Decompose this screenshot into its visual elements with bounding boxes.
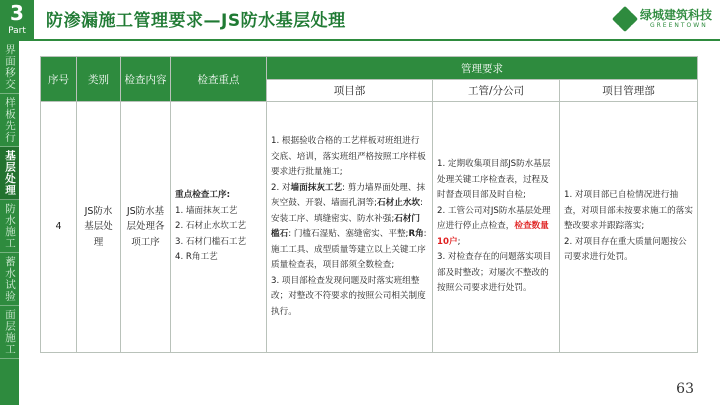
header-category: 类别	[77, 57, 121, 102]
text-fragment: 2. 对	[271, 182, 291, 193]
branch-item-1: 1. 定期收集项目部JS防水基层处理关键工序检查表，过程及时督查项目部及时自检;	[437, 159, 551, 201]
project-dept-item-1: 1. 根据验收合格的工艺样板对班组进行交底、培训，落实班组严格按照工序样板要求进行批量施工;	[271, 136, 426, 177]
branch-item-2	[437, 204, 555, 251]
key-process-wall-plaster: 墙面抹灰工艺	[290, 182, 343, 193]
header-management: 管理要求	[267, 57, 698, 80]
focus-item: 3. 石材门槛石工艺	[175, 236, 247, 247]
mgmt-item-2: 2. 对项目存在重大质量问题按公司要求进行处罚。	[564, 236, 687, 263]
management-requirements-table	[40, 56, 698, 353]
cell-content: JS防水基层处理各项工序	[121, 102, 171, 353]
text-fragment: 2. 工管公司对JS防水基层处理应进行停止点检查，	[437, 205, 551, 232]
sidebar-item-water-test[interactable]: 蓄水试验	[0, 253, 19, 306]
header-engineering-branch: 工管/分公司	[433, 80, 560, 102]
text-fragment: : 安装工序、填缝密实、防水补强;	[271, 198, 423, 224]
part-badge	[0, 0, 34, 41]
company-logo	[614, 8, 712, 30]
key-process-stone-water-stop: 石材止水坎	[377, 198, 421, 208]
table-row	[41, 102, 698, 353]
sidebar-item-surface-construction[interactable]: 面层施工	[0, 306, 19, 359]
sidebar-item-waterproof-construction[interactable]: 防水施工	[0, 200, 19, 253]
text-fragment: : 门槛石湿贴、塞缝密实、平整;	[288, 229, 409, 239]
header-project-mgmt: 项目管理部	[560, 80, 698, 102]
sidebar-item-sample-first[interactable]: 样板先行	[0, 94, 19, 147]
header-inspection-content: 检查内容	[121, 57, 171, 102]
cell-project-dept	[267, 102, 433, 353]
text-fragment: : 施工工具、成型质量等建立以上关键工序质量检查表，项目部须全数检查;	[271, 229, 427, 270]
text-fragment: : 剪力墙界面处理、抹灰空鼓、开裂、墙面孔洞等;	[271, 182, 426, 208]
mgmt-item-1: 1. 对项目部已自检情况进行抽查，对项目部未按要求施工的落实整改要求并跟踪落实;	[564, 190, 693, 232]
header-project-dept: 项目部	[267, 80, 433, 102]
title-bar	[46, 0, 346, 36]
inspection-quantity-highlight: 检查数量10户	[437, 221, 549, 247]
part-number: 3	[10, 1, 24, 25]
key-process-stone-threshold: 石材门槛石	[271, 213, 421, 239]
focus-heading: 重点检查工序:	[175, 190, 230, 201]
part-label: Part	[8, 26, 26, 36]
project-dept-item-3: 3. 项目部检查发现问题及时落实班组整改；对整改不符要求的按照公司相关制度执行。	[271, 275, 426, 317]
header-divider	[34, 39, 720, 41]
logo-name-cn: 绿城建筑科技	[639, 8, 712, 22]
cell-engineering-branch	[433, 102, 560, 353]
sidebar-item-base-treatment[interactable]: 基层处理	[0, 147, 19, 200]
section-sidebar	[0, 41, 19, 405]
key-process-r-corner: R角	[408, 229, 424, 239]
cell-project-mgmt	[560, 102, 698, 353]
page-number: 63	[676, 381, 694, 397]
sidebar-item-interface-handover[interactable]: 界面移交	[0, 41, 19, 94]
cell-focus	[171, 102, 267, 353]
project-dept-item-2	[271, 181, 428, 274]
focus-item: 4. R角工艺	[175, 252, 218, 263]
page-title: 防渗漏施工管理要求—JS防水基层处理	[46, 10, 346, 31]
cell-category: JS防水基层处理	[77, 102, 121, 353]
focus-item: 2. 石材止水坎工艺	[175, 221, 247, 232]
logo-diamond-icon	[614, 8, 636, 30]
branch-item-3: 3. 对检查存在的问题落实项目部及时整改；对屡次不整改的按照公司要求进行处罚。	[437, 252, 552, 294]
header-seq: 序号	[41, 57, 77, 102]
cell-seq: 4	[41, 102, 77, 353]
logo-name-en: GREENTOWN	[649, 22, 708, 29]
header-inspection-focus: 检查重点	[171, 57, 267, 102]
text-fragment: ;	[457, 236, 461, 247]
focus-item: 1. 墙面抹灰工艺	[175, 205, 238, 216]
